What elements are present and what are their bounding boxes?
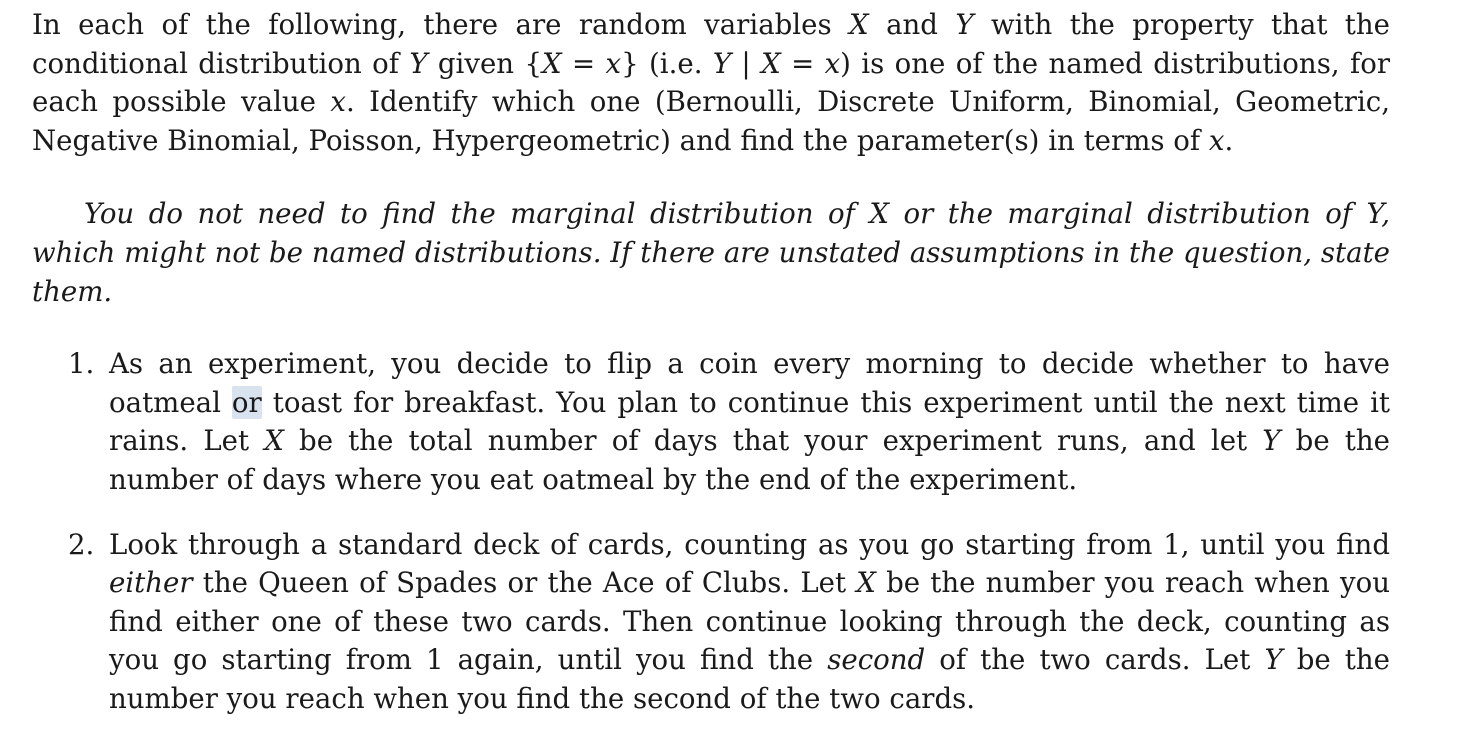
problem-text: of the two cards. Let bbox=[925, 643, 1265, 677]
intro-text: . Identify which one (Bernoulli, Discrete Uniform, Binomial, Geometric, Negative Binomial, Poisson, Hypergeometric) and find the parameter(s) in terms of bbox=[32, 85, 1390, 157]
math-var-x-lower: x bbox=[330, 85, 346, 119]
intro-text: given { bbox=[427, 46, 542, 80]
math-var-y: Y bbox=[712, 46, 732, 80]
problem-text: be the number you reach when you find the second of the two cards. bbox=[109, 643, 1390, 715]
intro-text: } (i.e. bbox=[621, 46, 713, 80]
note-text: or the marginal distribution of bbox=[888, 197, 1367, 231]
math-given-bar: | bbox=[731, 46, 762, 80]
problem-text: As an experiment, you decide to flip a coin every morning to decide whether to have oatmeal bbox=[109, 347, 1390, 419]
problem-list bbox=[32, 345, 1390, 718]
problem-number: 2. bbox=[68, 527, 95, 561]
math-var-x-lower: x bbox=[1208, 123, 1225, 157]
intro-text: ) is one of the named distributions, for each possible value bbox=[32, 46, 1391, 119]
math-equals: = bbox=[561, 46, 606, 80]
emphasis-text: either bbox=[109, 566, 193, 600]
intro-text: and bbox=[868, 8, 956, 41]
intro-text: . bbox=[1224, 123, 1234, 157]
math-var-x-lower: x bbox=[824, 46, 841, 80]
problem-item-2 bbox=[32, 526, 1390, 719]
emphasis-text: second bbox=[827, 643, 926, 677]
math-equals: = bbox=[780, 46, 825, 80]
math-var-y: Y bbox=[1262, 424, 1281, 458]
problem-text: be the number of days where you eat oatmeal by the end of the experiment. bbox=[109, 424, 1390, 496]
problem-text: be the total number of days that your experiment runs, and let bbox=[283, 424, 1263, 458]
document-page bbox=[32, 6, 1390, 719]
math-var-y: Y bbox=[409, 46, 428, 80]
problem-number: 1. bbox=[68, 347, 95, 381]
problem-text: toast for breakfast. You plan to continue this experiment until the next time it rains. Let bbox=[109, 385, 1390, 458]
math-var-x: X bbox=[856, 566, 876, 600]
math-var-x: X bbox=[264, 424, 284, 458]
math-var-y: Y bbox=[1264, 643, 1283, 677]
math-var-x: X bbox=[849, 8, 869, 41]
problem-text: Look through a standard deck of cards, counting as you go starting from 1, until you find bbox=[109, 527, 1390, 561]
text-cursor-highlight[interactable]: or bbox=[231, 385, 262, 419]
math-var-y: Y bbox=[1366, 197, 1382, 231]
math-var-x: X bbox=[869, 197, 889, 231]
math-var-x: X bbox=[761, 46, 781, 80]
problem-text: be the number you reach when you find either one of these two cards. Then continue looking through the deck, counting as you go starting from 1 again, until you find the bbox=[109, 566, 1390, 677]
problem-item-1 bbox=[32, 345, 1390, 499]
intro-text: In each of the following, there are random variables bbox=[32, 8, 850, 41]
math-var-x-lower: x bbox=[605, 46, 622, 80]
intro-text: with the property that the conditional distribution of bbox=[32, 8, 1390, 80]
math-var-x: X bbox=[542, 46, 562, 80]
note-text: , which might not be named distributions. If there are unstated assumptions in the question, state them. bbox=[32, 197, 1390, 308]
math-var-y: Y bbox=[955, 8, 974, 41]
note-text: You do not need to find the marginal distribution of bbox=[84, 197, 870, 231]
problem-text: the Queen of Spades or the Ace of Clubs. Let bbox=[192, 566, 857, 600]
note-paragraph bbox=[32, 195, 1390, 311]
intro-paragraph bbox=[32, 6, 1390, 160]
